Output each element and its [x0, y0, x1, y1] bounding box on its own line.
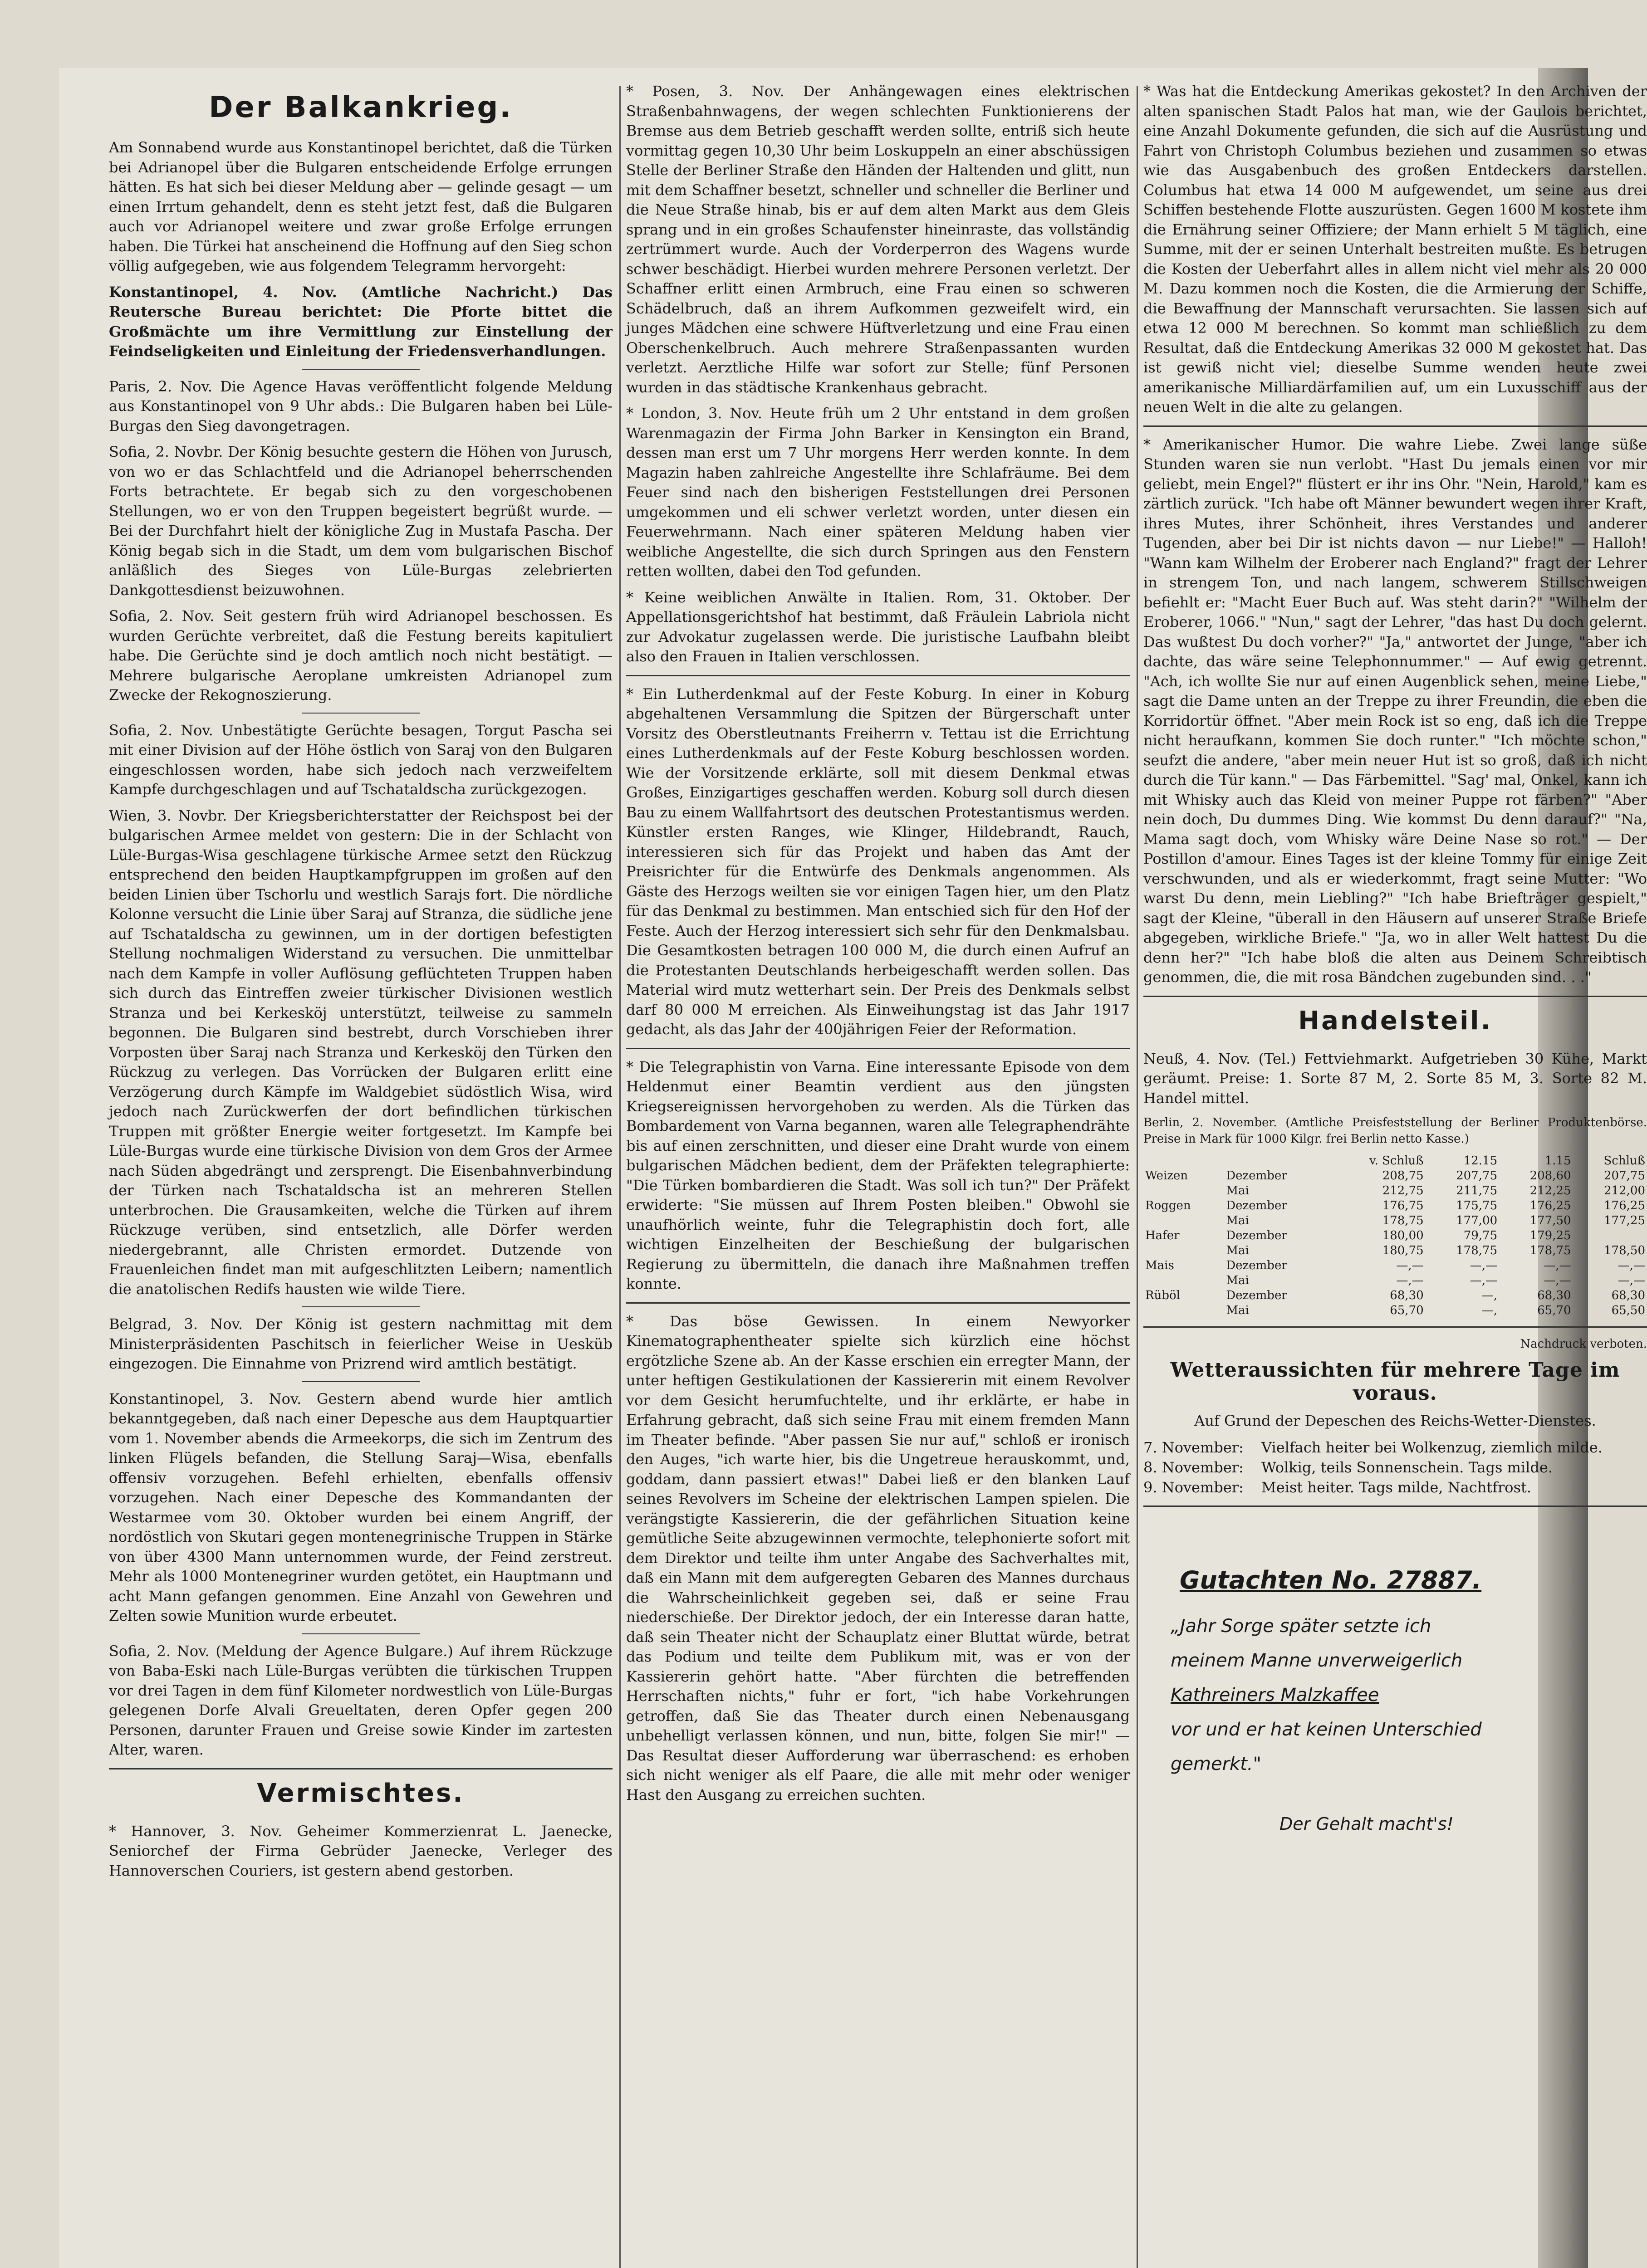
- divider: [1143, 996, 1647, 997]
- handwritten-advert: [1143, 1552, 1647, 1848]
- article-sofia-3: Sofia, 2. Nov. Unbestätigte Gerüchte besagen, Torgut Pascha sei mit einer Division auf der Höhe östlich von Saraj von den Bulgaren eingeschlossen worden, habe sich jedoch nach verzweifeltem Kampfe durchgeschlagen und auf Tschataldscha zurückgezogen.: [109, 721, 613, 798]
- table-cell: [1143, 1213, 1224, 1228]
- table-cell: 177,00: [1456, 1214, 1498, 1227]
- table-cell: [1143, 1273, 1224, 1288]
- table-row: [1143, 1258, 1647, 1273]
- weather-text: Meist heiter. Tags milde, Nachtfrost.: [1261, 1478, 1532, 1496]
- table-cell: 178,50: [1604, 1244, 1645, 1257]
- table-cell: Dezember: [1226, 1169, 1287, 1183]
- reprint-note: Nachdruck verboten.: [1520, 1337, 1647, 1351]
- table-cell: Mai: [1226, 1184, 1249, 1198]
- weather-basis: Auf Grund der Depeschen des Reichs-Wetter-Dienstes.: [1194, 1412, 1596, 1429]
- divider: [109, 1768, 613, 1769]
- table-cell: Mai: [1226, 1244, 1249, 1257]
- table-cell: Hafer: [1145, 1229, 1180, 1242]
- table-cell: 178,75: [1456, 1244, 1498, 1257]
- table-row: [1143, 1198, 1647, 1213]
- table-cell: 178,75: [1382, 1214, 1424, 1227]
- table-header-cell: 1.15: [1544, 1154, 1571, 1168]
- article-sofia-2: Sofia, 2. Nov. Seit gestern früh wird Adrianopel beschossen. Es wurden Gerüchte verbreitet, daß die Festung bereits kapituliert habe. Die Gerüchte sind je doch amtlich noch nicht bestätigt. — Mehrere bulgarische Aeroplane umkreisten Adrianopel zum Zwecke der Rekognoszierung.: [109, 607, 613, 704]
- table-cell: 176,75: [1382, 1199, 1424, 1212]
- table-cell: 177,50: [1529, 1214, 1571, 1227]
- table-body: [1143, 1168, 1647, 1318]
- table-row: [1143, 1183, 1647, 1198]
- article-posen: * Posen, 3. Nov. Der Anhängewagen eines elektrischen Straßenbahnwagens, der wegen schlechten Funktionierens der Bremse aus dem Betrieb geschafft werden sollte, entriß sich heute vormittag gegen 10,30 Uhr beim Loskuppeln an einer abschüssigen Stelle der Berliner Straße den Händen der Haltenden und glitt, nun mit dem Schaffner besetzt, schneller und schneller die Berliner und die Neue Straße hinab, bis er auf dem alten Markt aus dem Gleis sprang und in ein großes Schaufenster hineinraste, das vollständig zertrümmert wurde. Auch der Vorderperron des Wagens wurde schwer beschädigt. Hierbei wurden mehrere Personen verletzt. Der Schaffner erlitt einen Armbruch, eine Frau einen so schweren Schädelbruch, daß an ihrem Aufkommen gezweifelt wird, ein junges Mädchen eine schwere Hüftverletzung und eine Frau einen Oberschenkelbruch. Auch mehrere Straßenpassanten wurden verletzt. Aerztliche Hilfe war sofort zur Stelle; fünf Personen wurden in das städtische Krankenhaus gebracht.: [626, 83, 1130, 396]
- table-cell: —,—: [1618, 1274, 1645, 1287]
- divider: [1143, 1505, 1647, 1507]
- table-cell: 79,75: [1463, 1229, 1498, 1242]
- column-divider: [619, 86, 621, 2268]
- table-cell: Weizen: [1145, 1169, 1188, 1183]
- weather-date: 7. November:: [1143, 1438, 1244, 1456]
- heading-handelsteil: Handelsteil.: [1298, 1006, 1492, 1036]
- column-divider: [1137, 86, 1138, 2268]
- weather-date: 8. November:: [1143, 1458, 1244, 1476]
- table-header-cell: Schluß: [1603, 1154, 1645, 1168]
- article-belgrad: Belgrad, 3. Nov. Der König ist gestern nachmittag mit dem Ministerpräsidenten Paschitsch in feierlicher Weise in Uesküb eingezogen. Die Einnahme von Prizrend wird amtlich bestätigt.: [109, 1315, 613, 1372]
- table-cell: 180,75: [1382, 1244, 1424, 1257]
- advert-line: vor und er hat keinen Unterschied: [1171, 1719, 1482, 1740]
- weather-day: [1143, 1437, 1647, 1457]
- table-row: [1143, 1288, 1647, 1303]
- column-1: [109, 82, 613, 1887]
- article-sofia-4: Sofia, 2. Nov. (Meldung der Agence Bulgare.) Auf ihrem Rückzuge von Baba-Eski nach Lüle-Burgas verübten die türkischen Truppen vor drei Tagen in dem fünf Kilometer nordwestlich von Lüle-Burgas gelegenen Dorfe Alvali Greueltaten, deren Opfer gegen 200 Personen, darunter Frauen und Greise sowie Kinder im zartesten Alter, waren.: [109, 1642, 613, 1758]
- table-cell: 178,75: [1529, 1244, 1571, 1257]
- table-cell: Dezember: [1226, 1289, 1287, 1302]
- table-cell: —,—: [1396, 1274, 1424, 1287]
- table-cell: 212,75: [1382, 1184, 1424, 1198]
- divider: [302, 1633, 420, 1634]
- table-cell: 68,30: [1537, 1289, 1571, 1302]
- table-cell: 180,00: [1382, 1229, 1424, 1242]
- divider: [626, 675, 1130, 676]
- table-row: [1143, 1243, 1647, 1258]
- divider: [626, 1302, 1130, 1304]
- table-cell: 65,70: [1537, 1304, 1571, 1317]
- table-cell: Mai: [1226, 1214, 1249, 1227]
- article-berlin-boerse: Berlin, 2. November. (Amtliche Preisfeststellung der Berliner Produktenbörse. Preise in Mark für 1000 Kilgr. frei Berlin netto Kasse.): [1143, 1116, 1647, 1146]
- article-amerika: * Was hat die Entdeckung Amerikas gekostet? In den Archiven der alten spanischen Stadt Palos hat man, wie der Gaulois berichtet, eine Anzahl Dokumente gefunden, die sich auf die Ausrüstung und Fahrt von Christoph Columbus beziehen und zusammen so etwas wie das Ausgabenbuch des großen Entdeckers darstellen. Columbus hat etwa 14 000 M aufgewendet, um seine aus drei Schiffen bestehende Flotte auszurüsten. Gegen 1600 M kostete ihm die Ernährung seiner Offiziere; der Mann erhielt 5 M täglich, eine Summe, mit der er seinen Unterhalt bestreiten mußte. Es betrugen die Kosten der Ueberfahrt alles in allem nicht viel mehr als 20 000 M. Dazu kommen noch die Kosten, die die Armierung der Schiffe, die Bewaffnung der Mannschaft verursachten. Sie lassen sich auf etwa 12 000 M berechnen. So kommt man schließlich zu dem Resultat, daß die Entdeckung Amerikas 32 000 M gekostet hat. Das ist gewiß nicht viel; dieselbe Summe wenden heute zwei amerikanische Milliardärfamilien auf, um ein Luxusschiff aus der neuen Welt in die alte zu gelangen.: [1143, 83, 1647, 415]
- weather-day: [1143, 1457, 1647, 1477]
- table-cell: —,—: [1396, 1259, 1424, 1272]
- advert-line: „Jahr Sorge später setzte ich: [1171, 1615, 1431, 1637]
- table-header-cell: 12.15: [1463, 1154, 1498, 1168]
- table-cell: 211,75: [1456, 1184, 1498, 1198]
- table-row: [1143, 1303, 1647, 1318]
- table-cell: —,—: [1544, 1274, 1571, 1287]
- advert-line: gemerkt.": [1171, 1753, 1261, 1774]
- table-header-cell: [1143, 1154, 1224, 1168]
- heading-vermischtes: Vermischtes.: [257, 1778, 465, 1808]
- newspaper-page: [59, 68, 1647, 2268]
- table-cell: [1143, 1243, 1224, 1258]
- table-cell: Mai: [1226, 1274, 1249, 1287]
- table-row: [1143, 1213, 1647, 1228]
- divider: [302, 713, 420, 714]
- table-cell: Dezember: [1226, 1229, 1287, 1242]
- weather-text: Vielfach heiter bei Wolkenzug, ziemlich milde.: [1261, 1438, 1603, 1456]
- table-cell: 176,25: [1529, 1199, 1571, 1212]
- article-italien: * Keine weiblichen Anwälte in Italien. Rom, 31. Oktober. Der Appellationsgerichtshof hat bestimmt, daß Fräulein Labriola nicht zur Advokatur zugelassen werde. Die juristische Laufbahn bleibt also den Frauen in Italien verschlossen.: [626, 588, 1130, 665]
- article-hannover: * Hannover, 3. Nov. Geheimer Kommerzienrat L. Jaenecke, Seniorchef der Firma Gebrüder Jaenecke, Verleger des Hannoverschen Couriers, ist gestern abend gestorben.: [109, 1822, 613, 1879]
- article-london: * London, 3. Nov. Heute früh um 2 Uhr entstand in dem großen Warenmagazin der Firma John Barker in Kensington ein Brand, dessen man erst um 7 Uhr morgens Herr werden konnte. In dem Magazin haben zahlreiche Angestellte ihre Schlafräume. Bei dem Feuer sind nach den bisherigen Feststellungen drei Personen umgekommen und eli schwer verletzt worden, unter diesen ein Feuerwehrmann. Nach einer späteren Meldung haben vier weibliche Angestellte, die sich durch Springen aus den Fenstern retten wollten, dabei den Tod gefunden.: [626, 405, 1130, 580]
- article-neuss: Neuß, 4. Nov. (Tel.) Fettviehmarkt. Aufgetrieben 30 Kühe, Markt geräumt. Preise: 1. Sorte 87 M, 2. Sorte 85 M, 3. Sorte 82 M. Handel mittel.: [1143, 1050, 1647, 1107]
- weather-text: Wolkig, teils Sonnenschein. Tags milde.: [1261, 1458, 1553, 1476]
- heading-balkankrieg: Der Balkankrieg.: [209, 91, 513, 124]
- divider: [1143, 1326, 1647, 1328]
- weather-title: Wetteraussichten für mehrere Tage im voraus.: [1170, 1359, 1620, 1405]
- weather-date: 9. November:: [1143, 1478, 1244, 1496]
- column-2: [626, 82, 1130, 1811]
- article-konstantinopel-1: Konstantinopel, 4. Nov. (Amtliche Nachricht.) Das Reutersche Bureau berichtet: Die Pforte bittet die Großmächte um ihre Vermittlung zur Einstellung der Feindseligkeiten und Einleitung der Friedensverhandlungen.: [109, 283, 613, 360]
- article-intro: Am Sonnabend wurde aus Konstantinopel berichtet, daß die Türken bei Adrianopel über die Bulgaren entscheidende Erfolge errungen hätten. Es hat sich bei dieser Meldung aber — gelinde gesagt — um einen Irrtum gehandelt, denn es steht jetzt fest, daß die Bulgaren auch vor Adrianopel weitere und zwar große Erfolge errungen haben. Die Türkei hat anscheinend die Hoffnung auf den Sieg schon völlig aufgegeben, wie aus folgendem Telegramm hervorgeht:: [109, 139, 613, 274]
- table-cell: 65,50: [1611, 1304, 1645, 1317]
- table-cell: Rüböl: [1145, 1289, 1180, 1302]
- table-cell: —,—: [1618, 1259, 1645, 1272]
- table-cell: —,—: [1544, 1259, 1571, 1272]
- article-lutherdenkmal: * Ein Lutherdenkmal auf der Feste Koburg. In einer in Koburg abgehaltenen Versammlung die Spitzen der Bürgerschaft unter Vorsitz des Oberstleutnants Freiherrn v. Tettau ist die Errichtung eines Lutherdenkmals auf der Feste Koburg beschlossen worden. Wie der Vorsitzende erklärte, soll mit diesem Denkmal etwas Großes, Einzigartiges geschaffen werden. Koburg soll durch diesen Bau zu einem Wallfahrtsort des deutschen Protestantismus werden. Künstler ersten Ranges, wie Klinger, Hildebrandt, Rauch, interessieren sich für das Projekt und haben das Amt der Preisrichter für die Entwürfe des Denkmals angenommen. Als Gäste des Herzogs weilten sie vor einigen Tagen hier, um den Platz für das Denkmal zu bestimmen. Man entschied sich für den Hof der Feste. Auch der Herzog interessiert sich sehr für den Denkmalsbau. Die Gesamtkosten betragen 100 000 M, die durch einen Aufruf an die Protestanten Deutschlands herbeigeschafft werden sollen. Das Material wird mutz wetterhart sein. Der Preis des Denkmals selbst darf 80 000 M erreichen. Als Einweihungstag ist das Jahr 1917 gedacht, als das Jahr der 400jährigen Feier der Reformation.: [626, 685, 1130, 1038]
- table-cell: [1143, 1183, 1224, 1198]
- divider: [302, 1381, 420, 1382]
- advert-line: Kathreiners Malzkaffee: [1171, 1684, 1379, 1706]
- table-cell: —,: [1481, 1304, 1498, 1317]
- table-cell: —,—: [1470, 1274, 1498, 1287]
- article-sofia-1: Sofia, 2. Novbr. Der König besuchte gestern die Höhen von Jurusch, von wo er das Schlachtfeld und die Adrianopel beherrschenden Forts betrachtete. Er begab sich zu den vorgeschobenen Stellungen, wo er von den Truppen begeistert begrüßt wurde. — Bei der Durchfahrt hielt der königliche Zug in Mustafa Pascha. Der König begab sich in die Stadt, um dem vom bulgarischen Bischof anläßlich des Sieges von Lüle-Burgas zelebrierten Dankgottesdienst beizuwohnen.: [109, 443, 613, 599]
- article-paris: Paris, 2. Nov. Die Agence Havas veröffentlicht folgende Meldung aus Konstantinopel von 9 Uhr abds.: Die Bulgaren haben bei Lüle-Burgas den Sieg davongetragen.: [109, 377, 613, 435]
- table-row: [1143, 1273, 1647, 1288]
- table-header: [1143, 1154, 1647, 1168]
- table-cell: Mai: [1226, 1304, 1249, 1317]
- table-cell: 212,00: [1604, 1184, 1645, 1198]
- divider: [1143, 425, 1647, 427]
- table-cell: [1573, 1228, 1647, 1243]
- column-3: [1143, 82, 1647, 1848]
- table-row: [1143, 1228, 1647, 1243]
- divider: [626, 1048, 1130, 1049]
- table-header-cell: v. Schluß: [1369, 1154, 1424, 1168]
- table-cell: —,: [1481, 1289, 1498, 1302]
- table-cell: 175,75: [1456, 1199, 1498, 1212]
- divider: [302, 369, 420, 370]
- divider: [302, 1306, 420, 1307]
- article-konstantinopel-2: Konstantinopel, 3. Nov. Gestern abend wurde hier amtlich bekanntgegeben, daß nach einer Depesche aus dem Hauptquartier vom 1. November abends die Armeekorps, die sich im Zentrum des linken Flügels befanden, die Stellung Saraj—Wisa, ebenfalls offensiv vorzugehen. Befehl erhielten, ebenfalls offensiv vorzugehen. Nach einer Depesche des Kommandanten der Westarmee vom 30. Oktober wurden bei einem Angriff, der nordöstlich von Skutari gegen montenegrinische Truppen in Stärke von über 4300 Mann unternommen wurde, der Feind zerstreut. Mehr als 1000 Montenegriner wurden getötet, ein Hauptmann und acht Mann gefangen genommen. Eine Anzahl von Gewehren und Zelten sowie Munition wurde erbeutet.: [109, 1390, 613, 1624]
- weather-forecast: [1143, 1437, 1647, 1497]
- price-table: [1143, 1154, 1647, 1318]
- advert-signature: Der Gehalt macht's!: [1279, 1813, 1454, 1834]
- table-cell: 208,75: [1382, 1169, 1424, 1183]
- article-wien: Wien, 3. Novbr. Der Kriegsberichterstatter der Reichspost bei der bulgarischen Armee meldet von gestern: Die in der Schlacht von Lüle-Burgas-Wisa geschlagene türkische Armee setzt den Rückzug entsprechend den beiden Hauptkampfgruppen im großen auf den beiden Linien über Tschorlu und westlich Sarajs fort. Die nördliche Kolonne versucht die Linie über Saraj auf Stranza, die südliche jene auf Tschataldscha zu gewinnen, um in der dortigen befestigten Stellung nochmaligen Widerstand zu versuchen. Die unmittelbar nach dem Kampfe in voller Auflösung geflüchteten Truppen haben sich durch das Eintreffen zweier türkischer Divisionen westlich Stranza und bei Kerkesköj unterstützt, teilweise zu sammeln begonnen. Die Bulgaren sind bestrebt, durch Vorschieben ihrer Vorposten über Saraj nach Stranza und Kerkesköj den Türken den Rückzug zu verlegen. Das Vorrücken der Bulgaren erlitt eine Verzögerung durch Kämpfe im Waldgebiet südöstlich Wisa, wird jedoch nach Zurückwerfen der dort befindlichen türkischen Truppen mit größter Energie weiter fortgesetzt. Im Kampfe bei Lüle-Burgas wurde eine türkische Division von dem Gros der Armee nach Süden abgedrängt und zersprengt. Die Eisenbahnverbindung der Türken nach Tschataldscha ist an mehreren Stellen unterbrochen. Die Grausamkeiten, welche die Türken auf ihrem Rückzuge verüben, sind entsetzlich, alle Dörfer werden niedergebrannt, alle Christen ermordet. Dutzende von Frauenleichen findet man mit aufgeschlitzten Leibern; namentlich die anatolischen Redifs hausten wie wilde Tiere.: [109, 807, 613, 1298]
- table-cell: 179,25: [1529, 1229, 1571, 1242]
- table-cell: Dezember: [1226, 1259, 1287, 1272]
- table-cell: —,—: [1470, 1259, 1498, 1272]
- advert-title: Gutachten No. 27887.: [1180, 1565, 1482, 1594]
- article-varna: * Die Telegraphistin von Varna. Eine interessante Episode von dem Heldenmut einer Beamtin verdient aus den jüngsten Kriegsereignissen hervorgehoben zu werden. Als die Türken das Bombardement von Varna begannen, waren alle Telegraphendrähte bis auf einen zerschnitten, und dieser eine Draht wurde von einem bulgarischen Mädchen bedient, dem der Präfekten telegraphierte: "Die Türken bombardieren die Stadt. Was soll ich tun?" Der Präfekt erwiderte: "Sie müssen auf Ihrem Posten bleiben." Obwohl sie unaufhörlich weinte, fuhr die Telegraphistin doch fort, alle wichtigen Einzelheiten der Beschießung der bulgarischen Regierung zu übermitteln, die danach ihre Maßnahmen treffen konnte.: [626, 1058, 1130, 1292]
- table-cell: 176,25: [1604, 1199, 1645, 1212]
- table-cell: 207,75: [1604, 1169, 1645, 1183]
- table-header-cell: [1224, 1154, 1330, 1168]
- table-cell: 68,30: [1611, 1289, 1645, 1302]
- table-row: [1143, 1168, 1647, 1183]
- table-cell: 68,30: [1390, 1289, 1424, 1302]
- table-cell: 212,25: [1529, 1184, 1571, 1198]
- table-cell: Dezember: [1226, 1199, 1287, 1212]
- article-boese-gewissen: * Das böse Gewissen. In einem Newyorker Kinematographentheater spielte sich kürzlich eine höchst ergötzliche Szene ab. An der Kasse erschien ein erregter Mann, der unter heftigen Gestikulationen der Kassiererin mit einem Revolver vor dem Gesicht herumfuchtelte, und ihr erklärte, er habe in Erfahrung gebracht, daß sich seine Frau mit einem fremden Mann im Theater befinde. "Aber passen Sie nur auf," schloß er ironisch den Auges, "ich warte hier, bis die Ungetreue herauskommt, und, goddam, dann passiert etwas!" Dabei ließ er den blanken Lauf seines Revolvers im Scheine der elektrischen Lampen spielen. Die verängstigte Kassiererin, die der gefährlichen Situation keine gemütliche Seite abzugewinnen vermochte, telephonierte sofort mit dem Direktor und teilte ihm unter Angabe des Sachverhaltes mit, daß ein Mann mit dem aufgeregten Gebaren des Mannes durchaus die Wahrscheinlichkeit gegeben sei, daß er seine Frau niederschieße. Der Direktor jedoch, der ein Interesse daran hatte, daß sein Theater nicht der Schauplatz einer Bluttat würde, betrat das Podium und teilte dem Publikum mit, was er von der Kassiererin gehört hatte. "Aber fürchten die betreffenden Herrschaften nichts," fuhr er fort, "ich habe Vorkehrungen getroffen, daß Sie das Theater durch einen Nebenausgang unbehelligt verlassen können, und nun, bitte, folgen Sie mir!" — Das Resultat dieser Aufforderung war überraschend: es erhoben sich nicht weniger als elf Paare, die alle mit mehr oder weniger Hast den Ausgang zu erreichen suchten.: [626, 1312, 1130, 1804]
- table-cell: 207,75: [1456, 1169, 1498, 1183]
- table-cell: 208,60: [1529, 1169, 1571, 1183]
- article-humor: * Amerikanischer Humor. Die wahre Liebe. Zwei lange süße Stunden waren sie nun verlobt. "Hast Du jemals einen vor mir geliebt, mein Engel?" flüstert er ihr ins Ohr. "Nein, Harold," kam es zärtlich zurück. "Ich habe oft Männer bewundert wegen ihrer Kraft, ihres Mutes, ihrer Schönheit, ihres Verstandes und anderer Tugenden, aber bei Dir ist nichts davon — nur Liebe!" — Halloh! "Wann kam Wilhelm der Eroberer nach England?" fragt der Lehrer in strengem Ton, und nach langem, schwerem Stillschweigen befiehlt er: "Macht Euer Buch auf. Was steht darin?" "Wilhelm der Eroberer, 1066." "Nun," sagt der Lehrer, "das hast Du doch gelernt. Das wußtest Du doch vorher?" "Ja," antwortet der Junge, "aber ich dachte, das wäre seine Telephonnummer." — Auf ewig getrennt. "Ach, ich wollte Sie nur auf einen Augenblick sehen, meine Liebe," sagt die Dame unten an der Treppe zu ihrer Freundin, die eben die Korridortür öffnet. "Aber mein Rock ist so eng, daß ich die Treppe nicht heraufkann, kommen Sie doch runter." "Ich möchte schon," seufzt die andere, "aber mein neuer Hut ist so groß, daß ich nicht durch die Tür kann." — Das Färbemittel. "Sag' mal, Onkel, kann ich mit Whisky auch das Kleid von meiner Puppe rot färben?" "Aber nein doch, Du dummes Ding. Wie kommst Du denn darauf?" "Na, Mama sagt doch, vom Whisky wäre Deine Nase so rot." — Der Postillon d'amour. Eines Tages ist der kleine Tommy für einige Zeit verschwunden, und als er wiederkommt, fragt seine Mutter: "Wo warst Du denn, mein Liebling?" "Ich habe Briefträger gespielt," sagt der Kleine, "überall in den Häusern auf unserer Straße Briefe abgegeben, wirkliche Briefe." "Ja, wo in aller Welt hattest Du die denn her?" "Ich habe bloß die alten aus Deinem Schreibtisch genommen, die, die mit rosa Bändchen zugebunden sind. . .": [1143, 435, 1647, 986]
- table-cell: [1143, 1303, 1224, 1318]
- advert-line: meinem Manne unverweigerlich: [1171, 1650, 1463, 1671]
- table-cell: Roggen: [1145, 1199, 1191, 1212]
- weather-day: [1143, 1477, 1647, 1497]
- table-cell: 177,25: [1604, 1214, 1645, 1227]
- table-cell: Mais: [1145, 1259, 1174, 1272]
- table-cell: 65,70: [1390, 1304, 1424, 1317]
